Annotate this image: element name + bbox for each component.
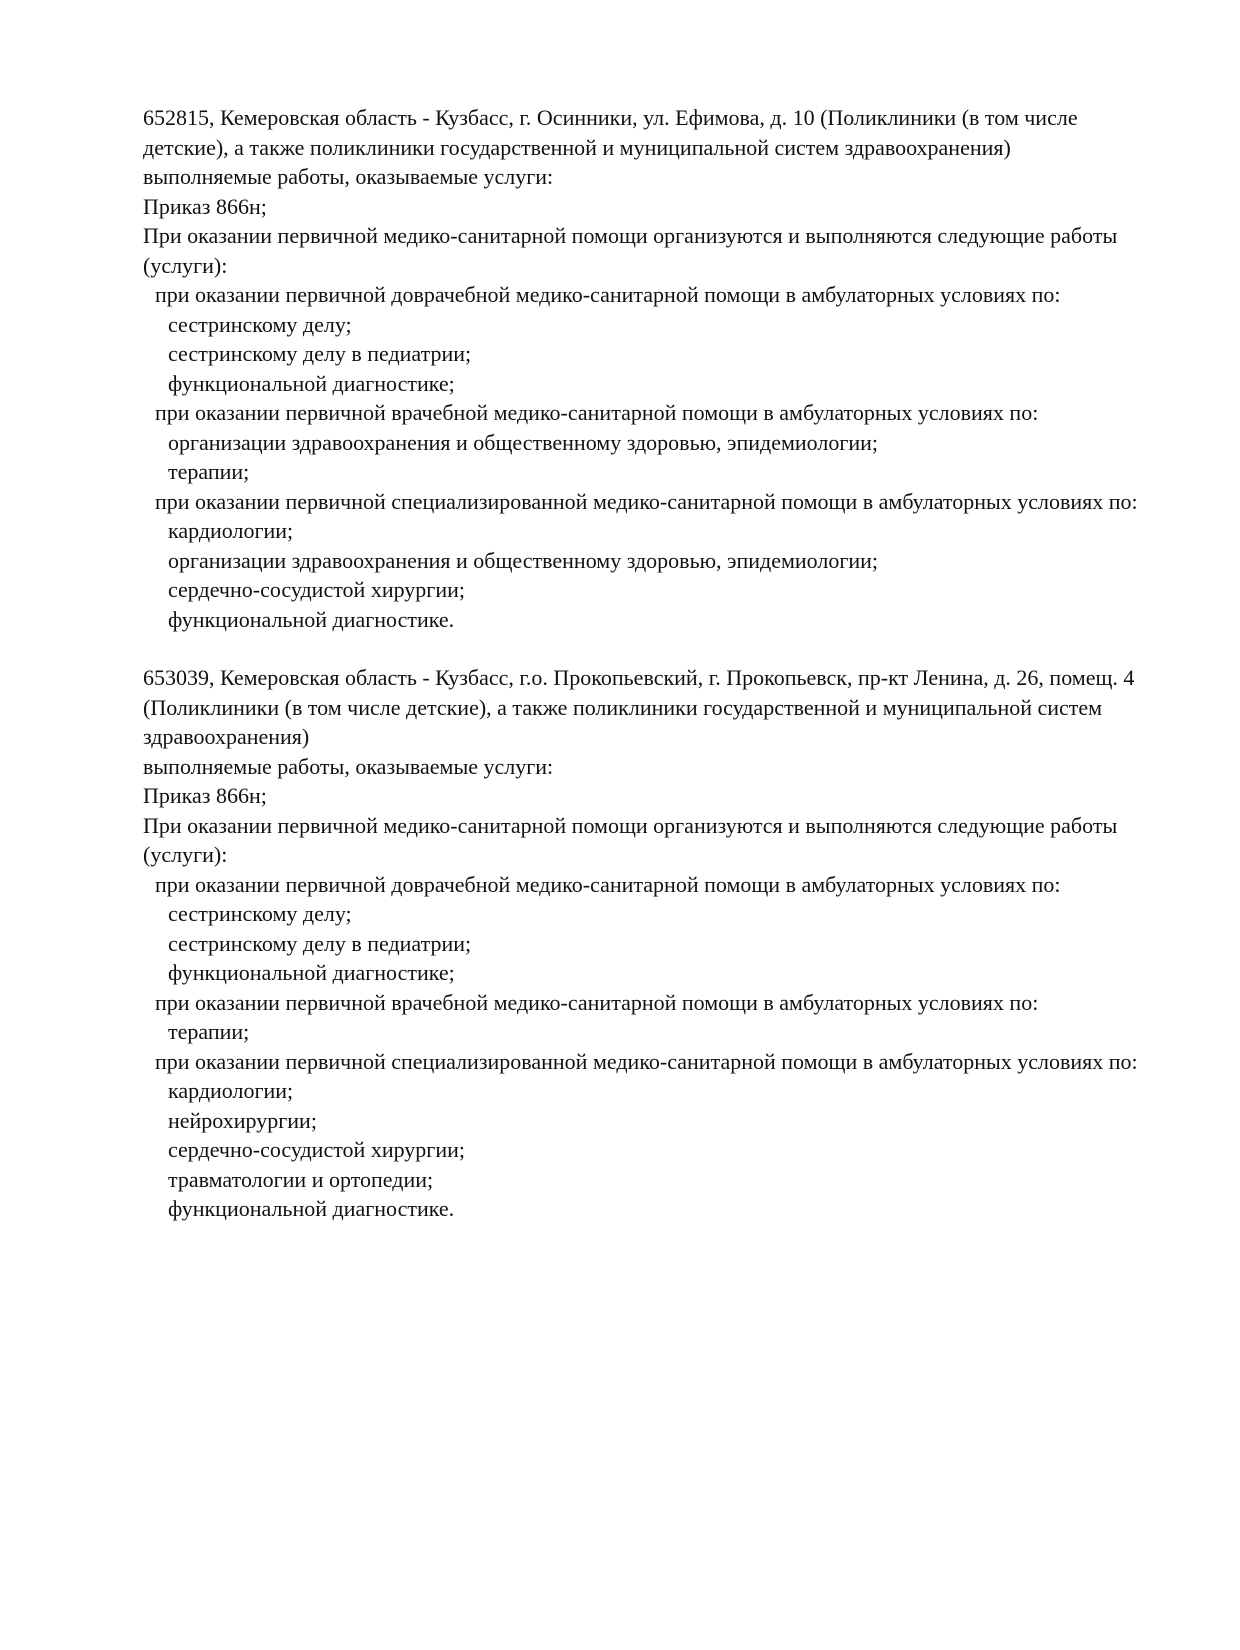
list-item: сестринскому делу; xyxy=(168,311,352,337)
works-label: выполняемые работы, оказываемые услуги: xyxy=(143,164,554,189)
address: 652815, Кемеровская область - Кузбасс, г. Осинники, ул. Ефимова, д. 10 (Поликлиники (в том числе детские), а также поликлиники государственной и муниципальной систем здравоохранения) xyxy=(143,105,1078,160)
list-item: сестринскому делу; xyxy=(168,901,352,926)
list-item: кардиологии; xyxy=(168,518,294,543)
list-item: организации здравоохранения и общественному здоровью, эпидемиологии; xyxy=(168,429,879,455)
list-item: сердечно-сосудистой хирургии; xyxy=(168,577,465,602)
list-item: кардиологии; xyxy=(168,1078,294,1103)
group-heading: при оказании первичной доврачебной медико-санитарной помощи в амбулаторных условиях по: xyxy=(155,871,1061,897)
group-heading: при оказании первичной доврачебной медико-санитарной помощи в амбулаторных условиях по: xyxy=(155,282,1061,307)
address: 653039, Кемеровская область - Кузбасс, г.о. Прокопьевский, г. Прокопьевск, пр-кт Ленина, д. 26, помещ. 4 (Поликлиники (в том числе детские), а также поликлиники государственной и муниципальной систем здравоохранения) xyxy=(143,665,1135,749)
list-item: функциональной диагностике. xyxy=(168,606,455,632)
intro-text: При оказании первичной медико-санитарной помощи организуются и выполняются следующие работы (услуги): xyxy=(143,223,1118,278)
document-page xyxy=(143,103,1143,1224)
license-block xyxy=(143,103,1143,634)
list-item: функциональной диагностике. xyxy=(168,1196,455,1221)
list-item: функциональной диагностике; xyxy=(168,960,455,985)
list-item: сердечно-сосудистой хирургии; xyxy=(168,1137,465,1162)
order-ref: Приказ 866н; xyxy=(143,783,267,808)
group-heading: при оказании первичной врачебной медико-санитарной помощи в амбулаторных условиях по: xyxy=(155,400,1039,425)
list-item: сестринскому делу в педиатрии; xyxy=(168,930,472,956)
works-label: выполняемые работы, оказываемые услуги: xyxy=(143,753,554,779)
group-heading: при оказании первичной врачебной медико-санитарной помощи в амбулаторных условиях по: xyxy=(155,989,1039,1015)
license-block xyxy=(143,663,1143,1224)
list-item: организации здравоохранения и общественному здоровью, эпидемиологии; xyxy=(168,547,879,573)
group-heading: при оказании первичной специализированной медико-санитарной помощи в амбулаторных условиях по: xyxy=(155,1048,1138,1074)
intro-text: При оказании первичной медико-санитарной помощи организуются и выполняются следующие работы (услуги): xyxy=(143,812,1118,867)
list-item: функциональной диагностике; xyxy=(168,370,455,396)
list-item: нейрохирургии; xyxy=(168,1107,317,1133)
list-item: травматологии и ортопедии; xyxy=(168,1166,434,1192)
order-ref: Приказ 866н; xyxy=(143,193,267,219)
list-item: сестринскому делу в педиатрии; xyxy=(168,341,472,366)
group-heading: при оказании первичной специализированной медико-санитарной помощи в амбулаторных условиях по: xyxy=(155,488,1138,514)
list-item: терапии; xyxy=(168,459,250,484)
list-item: терапии; xyxy=(168,1019,250,1044)
